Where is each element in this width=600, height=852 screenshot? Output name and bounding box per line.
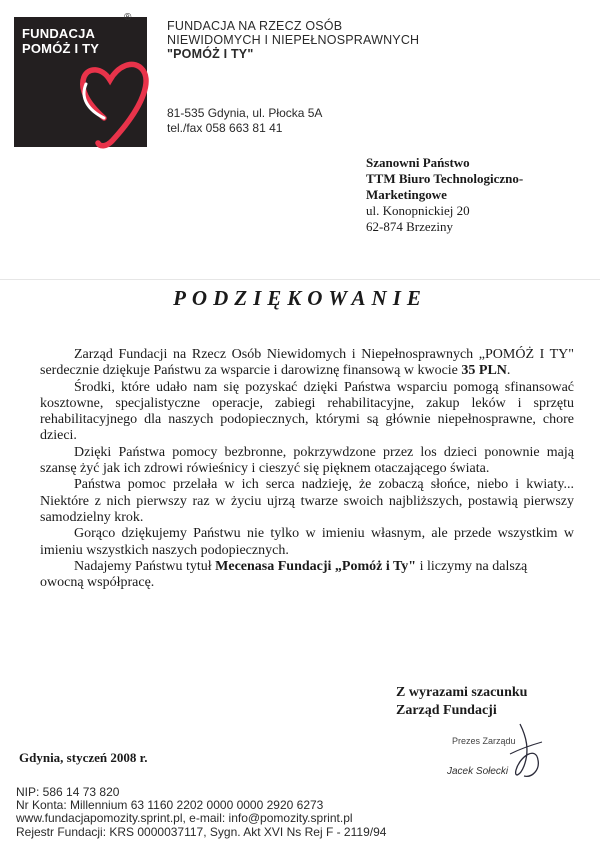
organization-address bbox=[167, 106, 322, 136]
org-street: 81-535 Gdynia, ul. Płocka 5A bbox=[167, 106, 323, 120]
paragraph-2: Środki, które udało nam się pozyskać dzięki Państwa wsparciu pomogą sfinansować kosztowne, specjalistyczne operacje, zabiegi rehabilitacyjne, zakup leków i sprzętu rehabilitacyjnego dla naszych podopiecznych, którymi są głównie niepełnosprawne, chore dzieci. bbox=[40, 379, 574, 444]
org-name-line2: NIEWIDOMYCH I NIEPEŁNOSPRAWNYCH bbox=[167, 33, 420, 47]
paragraph-6-end: i liczymy na dalszą owocną współpracę. bbox=[40, 558, 528, 591]
paragraph-6 bbox=[40, 559, 574, 592]
org-name-line3: "POMÓŻ I TY" bbox=[167, 47, 254, 61]
closing-signatory: Zarząd Fundacji bbox=[396, 703, 497, 718]
footer-account: Nr Konta: Millennium 63 1160 2202 0000 0000 2920 6273 bbox=[16, 798, 324, 813]
document-title: PODZIĘKOWANIE bbox=[173, 286, 427, 310]
paragraph-5: Gorąco dziękujemy Państwu nie tylko w imieniu własnym, ale przede wszystkim w imieniu wszystkich naszych podopiecznych. bbox=[40, 526, 574, 558]
paragraph-6-text: Nadajemy Państwu tytuł bbox=[74, 558, 216, 574]
organization-header bbox=[167, 19, 419, 61]
org-name-line1: FUNDACJA NA RZECZ OSÓB bbox=[167, 19, 343, 33]
paragraph-1-end: . bbox=[506, 363, 511, 379]
fold-line bbox=[0, 279, 600, 280]
recipient-city: 62-874 Brzeziny bbox=[366, 219, 454, 234]
recipient-street: ul. Konopnickiej 20 bbox=[366, 203, 470, 218]
paragraph-1 bbox=[40, 347, 574, 380]
recipient-company-2: Marketingowe bbox=[366, 187, 447, 202]
registered-mark: ® bbox=[124, 12, 132, 23]
logo-text-line2: POMÓŻ I TY bbox=[22, 41, 100, 56]
logo-text-line1: FUNDACJA bbox=[22, 26, 96, 41]
patron-title: Mecenasa Fundacji „Pomóż i Ty" bbox=[215, 558, 417, 574]
letter-body bbox=[40, 347, 574, 591]
letter-footer bbox=[16, 786, 386, 839]
letter-date: Gdynia, styczeń 2008 r. bbox=[19, 750, 148, 765]
closing-regards: Z wyrazami szacunku bbox=[396, 685, 528, 700]
logo-text bbox=[22, 26, 99, 56]
signatory-role: Prezes Zarządu bbox=[452, 736, 516, 746]
foundation-logo bbox=[14, 17, 147, 147]
donation-amount: 35 PLN bbox=[461, 363, 507, 379]
closing-block bbox=[396, 684, 527, 720]
footer-register: Rejestr Fundacji: KRS 0000037117, Sygn. Akt XVI Ns Rej F - 2119/94 bbox=[16, 824, 387, 839]
recipient-greeting: Szanowni Państwo bbox=[366, 155, 470, 170]
signatory-name: Jacek Sołecki bbox=[447, 766, 509, 777]
paragraph-3: Dzięki Państwa pomocy bezbronne, pokrzywdzone przez los dzieci ponownie mają szansę żyć jak ich zdrowi rówieśnicy i cieszyć się pięknem otaczającego świata. bbox=[40, 444, 574, 477]
paragraph-4: Państwa pomoc przelała w ich serca nadzieję, że zobaczą słońce, niebo i kwiaty... Niektóre z nich pierwszy raz w życiu ujrzą twarze swoich najbliższych, postawią pierwszy samodzielny krok. bbox=[40, 477, 574, 525]
paragraph-1-text: Zarząd Fundacji na Rzecz Osób Niewidomych i Niepełnosprawnych „POMÓŻ I TY" serdecznie dziękuje Państwu za wsparcie i darowiznę finansową w kwocie bbox=[40, 347, 574, 379]
recipient-company-1: TTM Biuro Technologiczno- bbox=[366, 171, 524, 186]
footer-web: www.fundacjapomozity.sprint.pl, e-mail: info@pomozity.sprint.pl bbox=[16, 811, 353, 826]
footer-nip: NIP: 586 14 73 820 bbox=[16, 785, 120, 799]
recipient-block bbox=[366, 155, 523, 235]
org-phone: tel./fax 058 663 81 41 bbox=[167, 121, 283, 135]
